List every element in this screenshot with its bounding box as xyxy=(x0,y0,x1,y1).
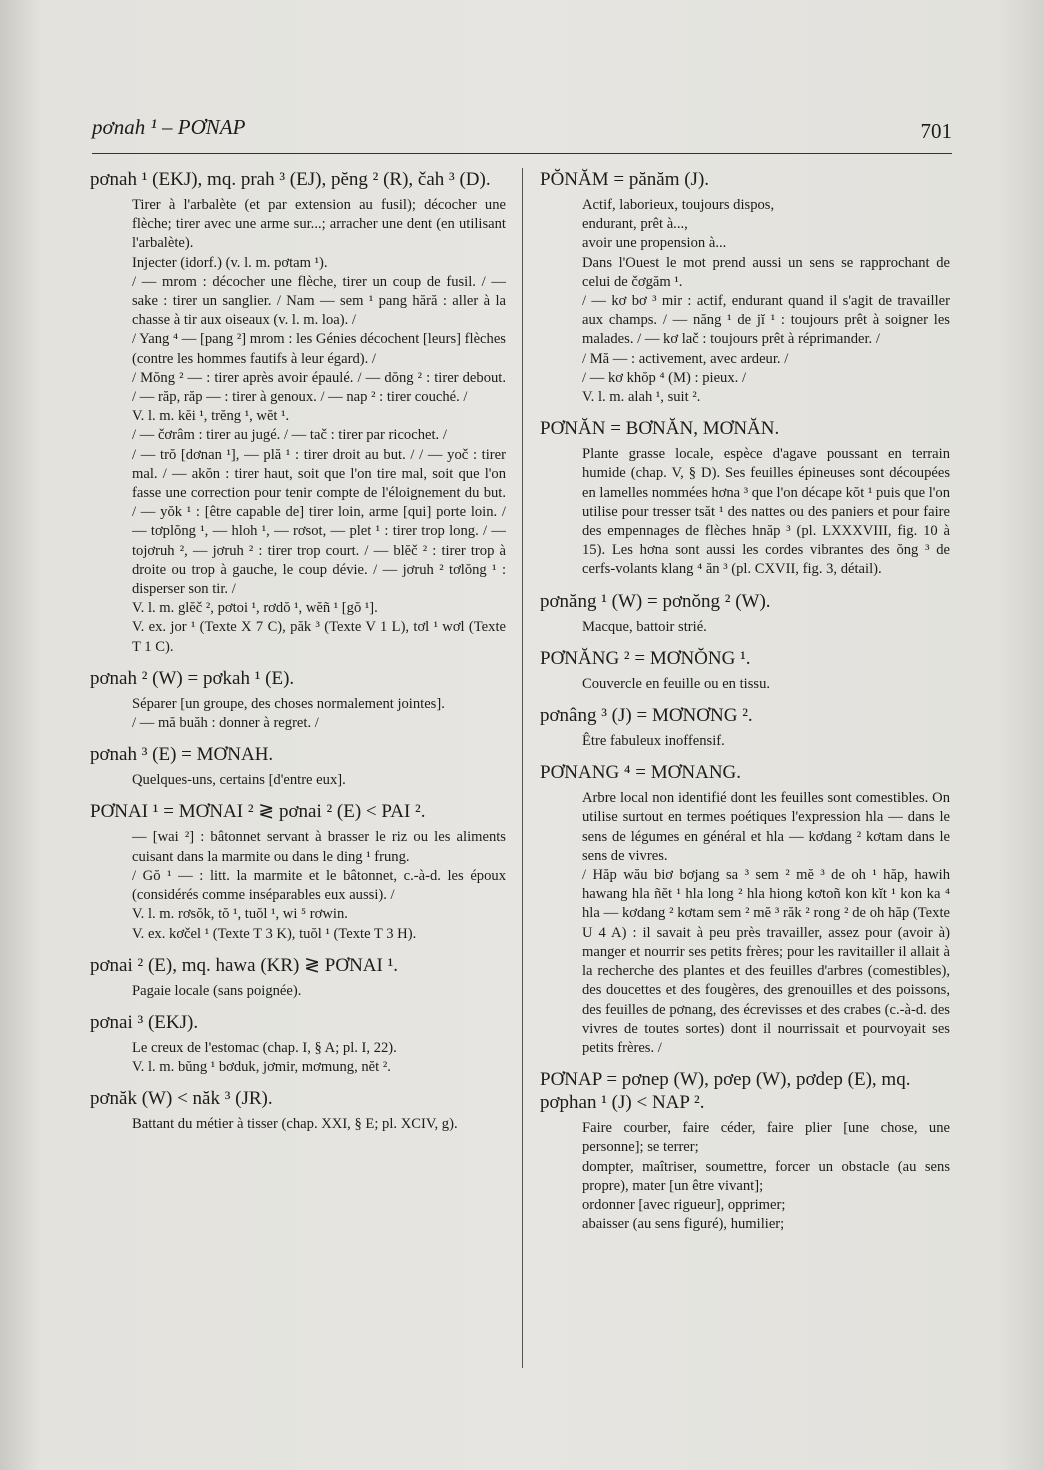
entry-definition xyxy=(90,1115,506,1134)
definition-line: Pagaie locale (sans poignée). xyxy=(132,982,302,999)
definition-line: endurant, prêt à..., xyxy=(582,216,688,233)
left-column xyxy=(90,168,506,1145)
entry-headword: PŎNĂM = pănăm (J). xyxy=(540,169,710,190)
entry-definition xyxy=(540,1119,950,1234)
right-column xyxy=(540,168,950,1244)
definition-line: / Gŏ ¹ — : litt. la marmite et le bâtonnet, c.-à-d. les époux (considérés comme inséparables eux aussi). / xyxy=(132,867,506,904)
definition-line: V. l. m. alah ¹, suit ². xyxy=(582,389,701,406)
page-number: 701 xyxy=(920,119,952,143)
definition-line: Actif, laborieux, toujours dispos, xyxy=(582,197,775,213)
definition-line: / Mă — : activement, avec ardeur. / xyxy=(582,350,789,367)
definition-line: / — mrom : décocher une flèche, tirer un coup de fusil. / — sake : tirer un sanglier. / Nam — sem ¹ pang hără : aller à la chasse à tir aux oiseaux (v. l. m. loa). / xyxy=(132,273,506,329)
dictionary-entry xyxy=(540,704,950,751)
entry-headword: PƠNAP = pơnep (W), pơep (W), pơdep (E), mq. pơphan ¹ (J) < NAP ². xyxy=(540,1069,911,1114)
running-head: pơnah ¹ – PƠNAP xyxy=(92,115,246,139)
entry-definition xyxy=(540,445,950,579)
entry-headword: pơnăk (W) < năk ³ (JR). xyxy=(90,1088,273,1110)
definition-line: / — mă buăh : donner à regret. / xyxy=(132,715,319,732)
definition-line: / — čơrâm : tirer au jugé. / — tač : tirer par ricochet. / xyxy=(132,427,447,444)
definition-line: Couvercle en feuille ou en tissu. xyxy=(582,675,771,692)
entry-definition xyxy=(540,789,950,1058)
entry-definition xyxy=(540,732,950,751)
entry-definition xyxy=(540,618,950,637)
definition-line: V. l. m. kĕi ¹, trĕng ¹, wĕt ¹. xyxy=(132,408,290,425)
definition-line: Séparer [un groupe, des choses normalement jointes]. xyxy=(132,695,445,712)
definition-line: Tirer à l'arbalète (et par extension au fusil); décocher une flèche; tirer avec une arme sur...; arracher une dent (en utilisant l'arbalète). xyxy=(132,197,506,252)
dictionary-entry xyxy=(90,800,506,943)
dictionary-entry xyxy=(90,667,506,733)
entry-definition xyxy=(90,1039,506,1077)
definition-line: ordonner [avec rigueur], opprimer; xyxy=(582,1196,786,1213)
definition-line: / Yang ⁴ — [pang ²] mrom : les Génies décochent [leurs] flèches (contre les hommes fautifs à leur égard). / xyxy=(132,331,506,367)
dictionary-entry xyxy=(540,647,950,694)
entry-headword: pơnah ² (W) = pơkah ¹ (E). xyxy=(90,667,295,689)
entry-headword: PƠNĂNG ² = MƠNŎNG ¹. xyxy=(540,647,751,669)
entry-headword: PƠNĂN = BƠNĂN, MƠNĂN. xyxy=(540,418,780,440)
definition-line: Faire courber, faire céder, faire plier [une chose, une personne]; se terrer; xyxy=(582,1120,950,1156)
entry-headword: pơnah ³ (E) = MƠNAH. xyxy=(90,744,274,766)
entry-definition xyxy=(90,771,506,790)
dictionary-entry xyxy=(90,1011,506,1077)
entry-headword: pơnăng ¹ (W) = pơnŏng ² (W). xyxy=(540,590,771,612)
entry-headword: PƠNANG ⁴ = MƠNANG. xyxy=(540,762,742,784)
entry-headword: PƠNAI ¹ = MƠNAI ² ≷ pơnai ² (E) < PAI ². xyxy=(90,801,426,823)
definition-line: / Hăp wău biơ bơjang sa ³ sem ² mĕ ³ de oh ¹ hăp, hawih hawang hla ñĕt ¹ hla long ² hla hiong kơtoñ kon kĭt ¹ kon ka ⁴ hla — kơdang ² kơtam sem ² mĕ ³ răk ² rong ² de oh hăp (Texte U 4 A) : il savait à peu près travailler, assez pour (avoir à) manger et nourrir ses petits frères; pour les ravitailler il allait à la recherche des plantes et des feuilles d'arbres (comestibles), des doucettes et des fougères, des grenouilles et des poissons, des feuilles de pơnang, des écrevisses et des crabes (c.-à-d. des vivres de toutes sortes) dont il nourrissait et pourvoyait ses petits frères. / xyxy=(582,867,950,1056)
definition-line: / — kơ bơ ³ mir : actif, endurant quand il s'agit de travailler aux champs. / — năng ¹ de jĭ ¹ : toujours prêt à soigner les malades. / — kơ lač : toujours prêt à réprimander. / xyxy=(582,293,950,348)
entry-definition xyxy=(540,675,950,694)
entry-headword: pơnah ¹ (EKJ), mq. prah ³ (EJ), pĕng ² (R), čah ³ (D). xyxy=(90,169,491,190)
definition-line: Le creux de l'estomac (chap. I, § A; pl. I, 22). xyxy=(132,1039,397,1056)
definition-line: / — trŏ [dơnan ¹], — plă ¹ : tirer droit au but. / / — yoč : tirer mal. / — akŏn : tirer haut, soit que l'on tire mal, soit que l'on fasse une correction pour tenir compte de l'éloignement du but. / — yŏk ¹ : [être capable de] tirer loin, arme [qui] porte loin. / — tơplŏng ¹, — hloh ¹, — rơsot, — plet ¹ : tirer trop long. / — tojơruh ², — jơruh ² : tirer trop court. / — blĕč ² : tirer trop à droite ou trop à gauche, le coup dévie. / — jơruh ² tơlŏng ¹ : disperser son tir. / xyxy=(132,446,506,598)
entry-definition xyxy=(90,196,506,657)
definition-line: V. l. m. glĕč ², pơtoi ¹, rơdŏ ¹, wĕñ ¹ [gŏ ¹]. xyxy=(132,600,378,617)
entry-definition xyxy=(90,695,506,733)
definition-line: Injecter (idorf.) (v. l. m. pơtam ¹). xyxy=(132,254,328,271)
definition-line: — [wai ²] : bâtonnet servant à brasser le riz ou les aliments cuisant dans la marmite ou dans le ding ¹ frung. xyxy=(132,829,506,865)
definition-line: Être fabuleux inoffensif. xyxy=(582,733,725,750)
entry-headword: pơnai ² (E), mq. hawa (KR) ≷ PƠNAI ¹. xyxy=(90,954,399,976)
definition-line: Battant du métier à tisser (chap. XXI, § E; pl. XCIV, g). xyxy=(132,1116,458,1133)
column-divider xyxy=(522,168,523,1368)
definition-line: avoir une propension à... xyxy=(582,235,727,252)
entry-definition xyxy=(90,982,506,1001)
dictionary-entry xyxy=(90,1087,506,1134)
definition-line: V. l. m. bŭng ¹ bơduk, jơmir, mơmung, nĕt ². xyxy=(132,1059,391,1076)
entry-definition xyxy=(540,196,950,407)
definition-line: dompter, maîtriser, soumettre, forcer un obstacle (au sens propre), mater [un être vivant]; xyxy=(582,1158,950,1194)
dictionary-entry xyxy=(540,168,950,407)
entry-definition xyxy=(90,828,506,943)
definition-line: Arbre local non identifié dont les feuilles sont comestibles. On utilise surtout en termes poétiques l'expression hla — dans le sens de légumes en général et hla — kơdang ² kơtam dans le sens de vivres. xyxy=(582,790,950,864)
dictionary-entry xyxy=(90,743,506,790)
definition-line: / — kơ khŏp ⁴ (M) : pieux. / xyxy=(582,369,747,386)
dictionary-entry xyxy=(540,761,950,1058)
entry-headword: pơnâng ³ (J) = MƠNƠNG ². xyxy=(540,705,753,727)
dictionary-entry xyxy=(540,590,950,637)
entry-headword: pơnai ³ (EKJ). xyxy=(90,1011,199,1033)
definition-line: Quelques-uns, certains [d'entre eux]. xyxy=(132,772,346,789)
definition-line: V. ex. jor ¹ (Texte X 7 C), păk ³ (Texte V 1 L), tơl ¹ wơl (Texte T 1 C). xyxy=(132,619,506,655)
page-header xyxy=(92,113,952,154)
definition-line: V. l. m. rơsŏk, tŏ ¹, tuŏl ¹, wi ⁵ rơwin. xyxy=(132,906,348,923)
definition-line: Dans l'Ouest le mot prend aussi un sens se rapprochant de celui de čơgăm ¹. xyxy=(582,254,950,290)
definition-line: V. ex. kơčel ¹ (Texte T 3 K), tuŏl ¹ (Texte T 3 H). xyxy=(132,925,417,942)
dictionary-entry xyxy=(90,168,506,657)
dictionary-entry xyxy=(540,1068,950,1234)
definition-line: Plante grasse locale, espèce d'agave poussant en terrain humide (chap. V, § D). Ses feuilles épineuses sont découpées en lamelles nommées hơna ³ que l'on décape kŏt ¹ puis que l'on utilise pour tresser tsăt ¹ des nattes ou des paniers et pour faire des empennages de flèches hnăp ³ (pl. LXXXVIII, fig. 10 à 15). Les hơna sont aussi les cordes vibrantes des ŏng ³ de cerfs-volants klang ⁴ ăn ³ (pl. CXVII, fig. 3, détail). xyxy=(582,446,950,578)
definition-line: abaisser (au sens figuré), humilier; xyxy=(582,1216,785,1233)
definition-line: Macque, battoir strié. xyxy=(582,618,707,635)
definition-line: / Mŏng ² — : tirer après avoir épaulé. / — dŏng ² : tirer debout. / — răp, răp — : tirer à genoux. / — nap ² : tirer couché. / xyxy=(132,369,506,406)
dictionary-entry xyxy=(90,954,506,1001)
dictionary-entry xyxy=(540,417,950,579)
